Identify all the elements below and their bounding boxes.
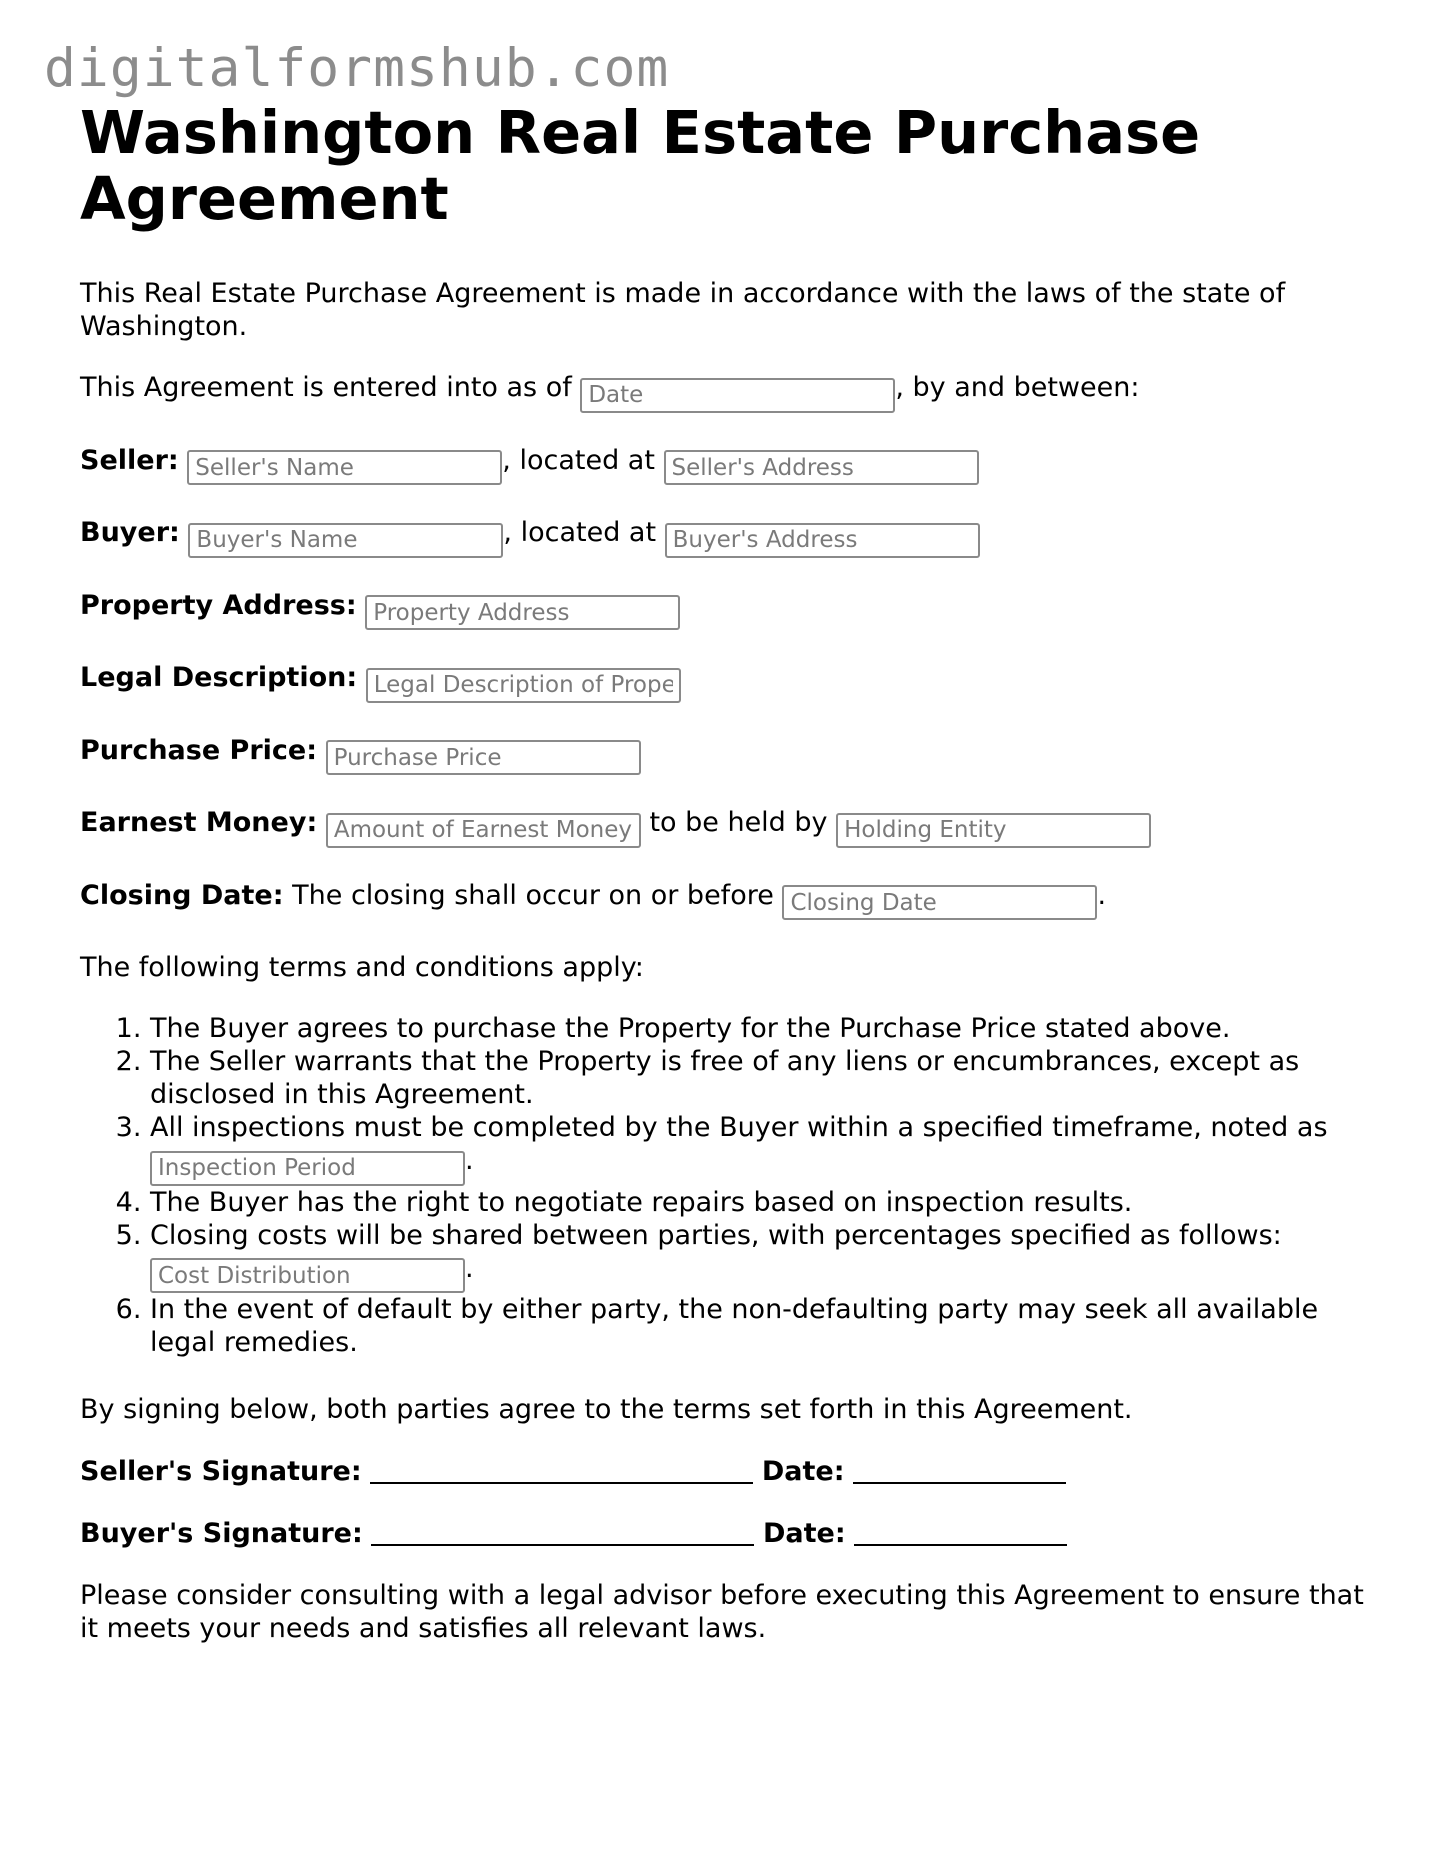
cost-distribution-input[interactable]: [150, 1258, 465, 1293]
earnest-money-label: Earnest Money:: [80, 807, 318, 838]
buyer-label: Buyer:: [80, 517, 180, 548]
term-item-4: 4. The Buyer has the right to negotiate repairs based on inspection results.: [150, 1186, 1380, 1219]
property-address-label: Property Address:: [80, 589, 357, 621]
closing-date-row: [80, 879, 1380, 921]
buyer-address-input[interactable]: [665, 523, 980, 558]
closing-note: Please consider consulting with a legal advisor before executing this Agreement to ensure that it meets your needs and satisfies all relevant laws.: [80, 1580, 1364, 1644]
buyer-row: [80, 516, 1380, 558]
term-item-3: [150, 1111, 1380, 1186]
seller-signature-line[interactable]: [370, 1456, 753, 1484]
seller-address-input[interactable]: [664, 450, 979, 485]
terms-intro: The following terms and conditions apply:: [80, 952, 644, 983]
closing-date-input[interactable]: [782, 885, 1097, 920]
term-5-text: Closing costs will be shared between parties, with percentages specified as follows:: [150, 1219, 1282, 1251]
inspection-period-input[interactable]: [150, 1151, 465, 1186]
holding-entity-input[interactable]: [836, 813, 1151, 848]
closing-date-text: The closing shall occur on or before: [292, 879, 774, 911]
intro-paragraph: This Real Estate Purchase Agreement is made in accordance with the laws of the state of Washington.: [80, 278, 1286, 342]
agreement-date-line: [80, 371, 1380, 413]
legal-description-input[interactable]: [366, 668, 681, 703]
earnest-money-row: [80, 806, 1380, 848]
purchase-price-row: [80, 734, 1380, 776]
buyer-signature-row: [80, 1517, 1380, 1550]
seller-date-label: Date:: [761, 1456, 845, 1487]
agreement-date-suffix: , by and between:: [895, 372, 1140, 403]
seller-signature-label: Seller's Signature:: [80, 1456, 362, 1487]
term-item-2: 2. The Seller warrants that the Property is free of any liens or encumbrances, except as disclosed in this Agreement.: [150, 1045, 1380, 1111]
seller-signature-row: [80, 1455, 1380, 1488]
signing-intro: By signing below, both parties agree to the terms set forth in this Agreement.: [80, 1394, 1133, 1425]
term-item-5: [150, 1219, 1380, 1294]
seller-row: [80, 444, 1380, 486]
purchase-price-label: Purchase Price:: [80, 734, 318, 766]
watermark: digitalformshub.com: [44, 38, 670, 99]
buyer-date-label: Date:: [762, 1518, 846, 1549]
property-address-row: [80, 589, 1380, 631]
term-item-6: 6. In the event of default by either party, the non-defaulting party may seek all available legal remedies.: [150, 1293, 1380, 1359]
term-3-period: .: [465, 1145, 474, 1176]
earnest-money-held-by: to be held by: [649, 807, 828, 838]
seller-located-at: , located at: [502, 444, 655, 476]
agreement-date-input[interactable]: [580, 378, 895, 413]
agreement-date-prefix: This Agreement is entered into as of: [80, 372, 572, 403]
purchase-price-input[interactable]: [326, 740, 641, 775]
term-5-period: .: [465, 1252, 474, 1284]
closing-date-period: .: [1097, 879, 1107, 911]
document: [80, 100, 1380, 1645]
property-address-input[interactable]: [365, 595, 680, 630]
buyer-signature-label: Buyer's Signature:: [80, 1518, 363, 1549]
legal-description-label: Legal Description:: [80, 662, 358, 693]
terms-list: [80, 1012, 1380, 1359]
term-3-text: All inspections must be completed by the Buyer within a specified timeframe, noted as: [150, 1112, 1328, 1143]
earnest-money-amount-input[interactable]: [326, 813, 641, 848]
page-title: Washington Real Estate Purchase Agreement: [80, 98, 1201, 233]
closing-date-label: Closing Date:: [80, 879, 284, 911]
term-item-1: 1. The Buyer agrees to purchase the Property for the Purchase Price stated above.: [150, 1012, 1380, 1045]
buyer-located-at: , located at: [503, 517, 657, 548]
seller-name-input[interactable]: [187, 450, 502, 485]
buyer-signature-line[interactable]: [371, 1518, 754, 1546]
buyer-date-line[interactable]: [854, 1518, 1067, 1546]
buyer-name-input[interactable]: [188, 523, 503, 558]
seller-date-line[interactable]: [853, 1456, 1066, 1484]
legal-description-row: [80, 661, 1380, 703]
seller-label: Seller:: [80, 444, 179, 476]
